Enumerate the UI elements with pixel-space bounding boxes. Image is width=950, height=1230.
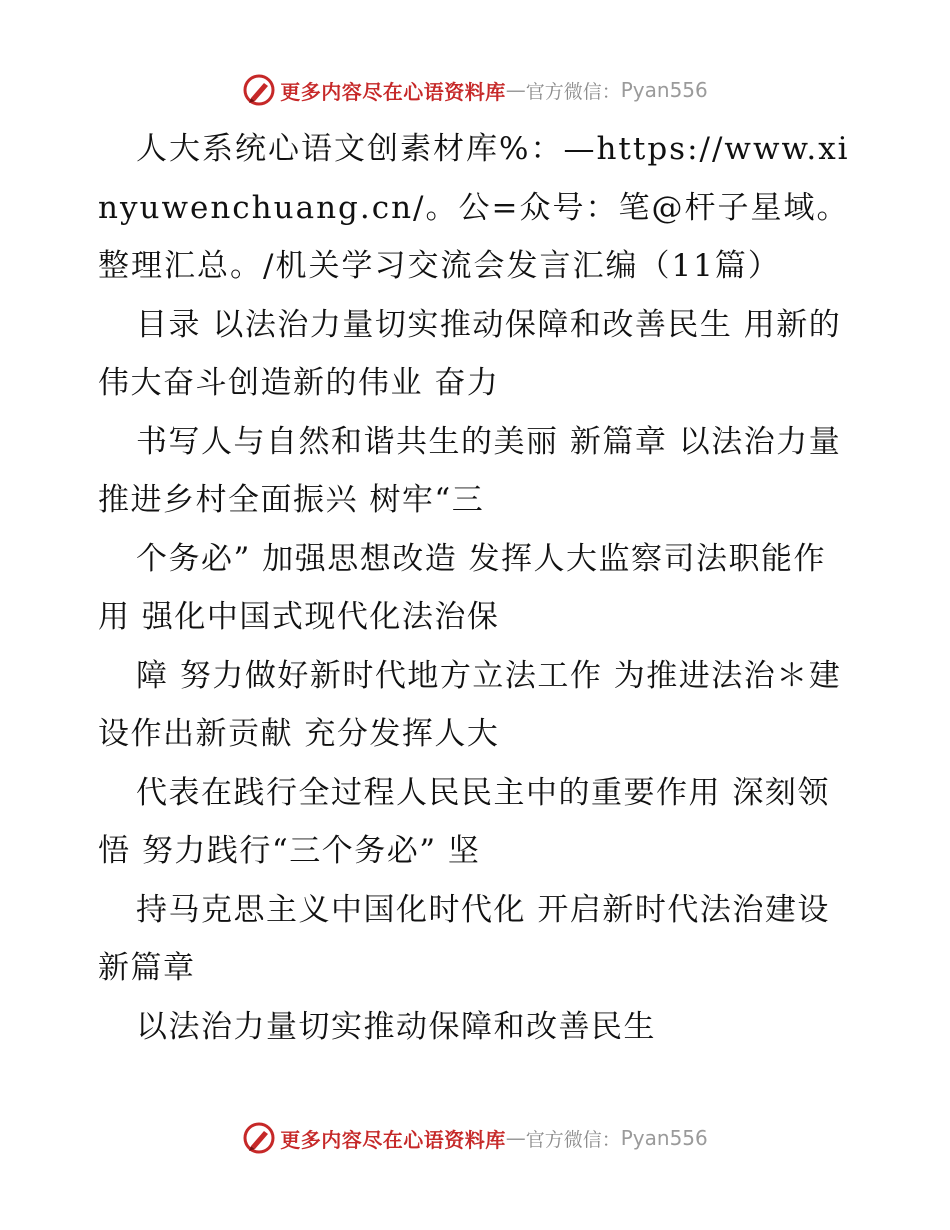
section-title: 以法治力量切实推动保障和改善民生: [136, 1008, 656, 1045]
footer-watermark-banner: [0, 1118, 950, 1158]
paragraph-toc-6: 持马克思主义中国化时代化 开启新时代法治建设新篇章: [98, 891, 830, 986]
banner-official-label: 官方微信：: [525, 1128, 621, 1151]
paragraph-toc-1: 目录 以法治力量切实推动保障和改善民生 用新的伟大奋斗创造新的伟业 奋力: [98, 306, 842, 401]
paragraph-intro: 人大系统心语文创素材库%：—https://www.xinyuwenchuang.cn/。公=众号：笔@杆子星域。整理汇总。/机关学习交流会发言汇编（11篇）: [98, 131, 850, 284]
banner-wechat-id: Pyan556: [620, 1126, 708, 1150]
paragraph-toc-3: 个务必” 加强思想改造 发挥人大监察司法职能作用 强化中国式现代化法治保: [98, 540, 827, 635]
paragraph-toc-5: 代表在践行全过程人民民主中的重要作用 深刻领悟 努力践行“三个务必” 坚: [98, 774, 830, 869]
pen-logo-icon: [242, 73, 276, 107]
paragraph-toc-2: 书写人与自然和谐共生的美丽 新篇章 以法治力量推进乡村全面振兴 树牢“三: [98, 423, 842, 518]
header-watermark-banner: [0, 70, 950, 110]
document-body: [98, 120, 858, 1056]
banner-separator: —: [505, 78, 526, 102]
pen-logo-icon: [242, 1121, 276, 1155]
banner-title: 更多内容尽在心语资料库: [280, 1127, 506, 1152]
banner-title: 更多内容尽在心语资料库: [280, 79, 506, 104]
banner-wechat-id: Pyan556: [620, 78, 708, 102]
banner-separator: —: [505, 1126, 526, 1150]
paragraph-toc-4: 障 努力做好新时代地方立法工作 为推进法治＊建设作出新贡献 充分发挥人大: [98, 657, 842, 752]
banner-official-label: 官方微信：: [525, 80, 621, 103]
